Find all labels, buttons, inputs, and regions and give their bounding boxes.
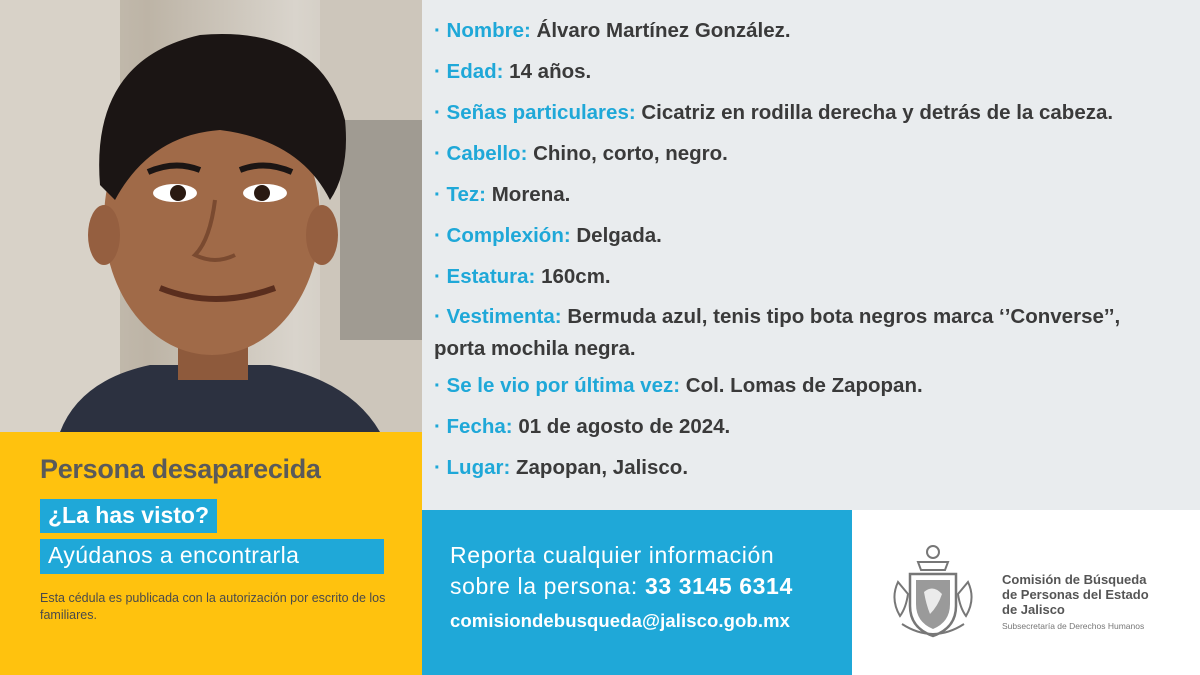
report-phone[interactable]: 33 3145 6314 xyxy=(644,573,793,599)
callout-question: ¿La has visto? xyxy=(40,499,217,533)
publication-note: Esta cédula es publicada con la autorización por escrito de los familiares. xyxy=(40,591,386,622)
callout-title: Persona desaparecida xyxy=(40,454,321,484)
report-line1: Reporta cualquier información xyxy=(450,542,775,568)
info-clothing: · Vestimenta: Bermuda azul, tenis tipo bota negros marca ‘’Converse’’, xyxy=(434,305,1121,328)
organization-logo-panel xyxy=(852,510,1200,675)
person-info-panel xyxy=(422,0,1200,510)
info-build: · Complexión: Delgada. xyxy=(434,224,662,247)
info-date: · Fecha: 01 de agosto de 2024. xyxy=(434,415,731,438)
report-email-link[interactable]: comisiondebusqueda@jalisco.gob.mx xyxy=(450,610,791,631)
organization-subtitle: Subsecretaría de Derechos Humanos xyxy=(1002,621,1145,631)
organization-name: Comisión de Búsqueda de Personas del Estado de Jalisco Subsecretaría de Derechos Humanos xyxy=(1002,572,1197,634)
info-hair: · Cabello: Chino, corto, negro. xyxy=(434,142,728,165)
info-name: · Nombre: Álvaro Martínez González. xyxy=(434,19,791,42)
info-height: · Estatura: 160cm. xyxy=(434,265,611,288)
info-complexion-color: · Tez: Morena. xyxy=(434,183,571,206)
info-age: · Edad: 14 años. xyxy=(434,60,592,83)
report-panel xyxy=(422,510,852,675)
person-photo xyxy=(0,0,422,432)
callout-help: Ayúdanos a encontrarla xyxy=(40,539,384,574)
jalisco-seal-icon xyxy=(890,544,976,644)
info-last-seen: · Se le vio por última vez: Col. Lomas de Zapopan. xyxy=(434,374,923,397)
info-place: · Lugar: Zapopan, Jalisco. xyxy=(434,456,689,479)
missing-person-callout xyxy=(0,432,422,675)
info-clothing-continued: porta mochila negra. xyxy=(434,337,636,360)
info-marks: · Señas particulares: Cicatriz en rodilla derecha y detrás de la cabeza. xyxy=(434,101,1114,124)
report-line2: sobre la persona: 33 3145 6314 xyxy=(450,573,793,599)
person-portrait-icon xyxy=(0,0,422,432)
